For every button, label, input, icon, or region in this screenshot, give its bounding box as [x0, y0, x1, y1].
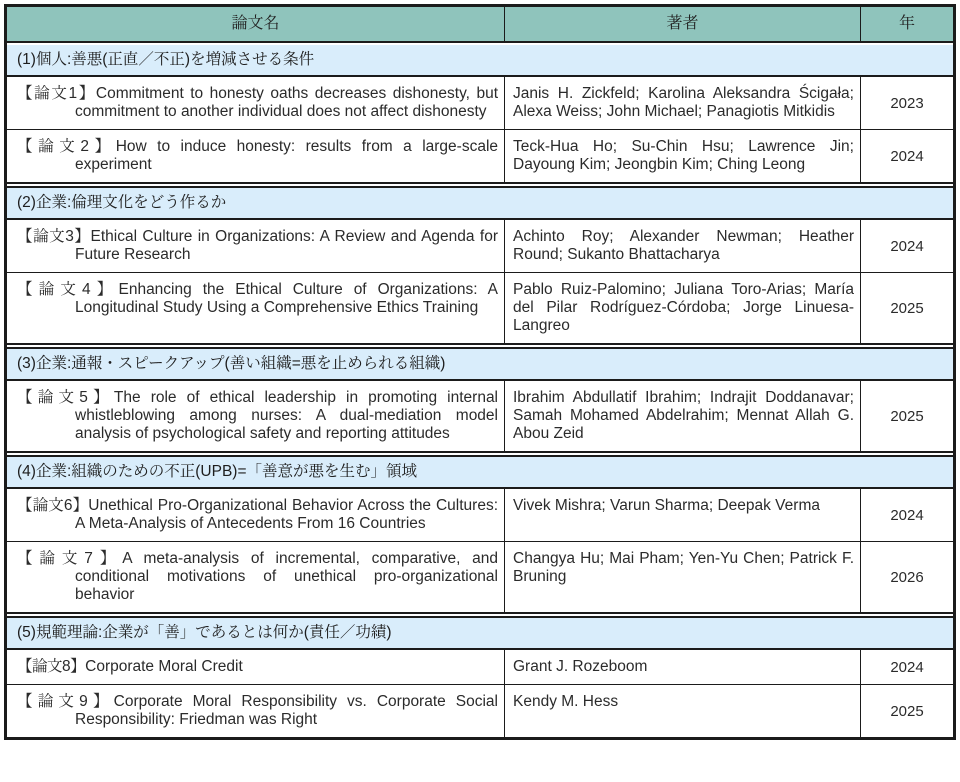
- paper-title: Enhancing the Ethical Culture of Organizations: A Longitudinal Study Using a Comprehensive Ethics Training: [75, 281, 498, 316]
- paper-title: The role of ethical leadership in promoting internal whistleblowing among nurses: A dual-mediation model analysis of psychological safety and reporting attitudes: [75, 389, 499, 442]
- column-header-authors: 著者: [504, 7, 860, 41]
- paper-title-cell: [7, 489, 504, 541]
- paper-label: 【論文6】: [17, 497, 89, 514]
- paper-authors: Grant J. Rozeboom: [504, 650, 860, 684]
- table-row: [7, 381, 953, 453]
- table-row: [7, 272, 953, 345]
- table-row: [7, 541, 953, 614]
- papers-table: [4, 4, 956, 740]
- table-row: [7, 220, 953, 272]
- paper-title-cell: [7, 685, 504, 737]
- paper-year: 2025: [860, 685, 953, 737]
- section-label: (5)規範理論:企業が「善」であるとは何か(責任／功績): [17, 624, 392, 641]
- table-row: [7, 129, 953, 184]
- section-row: [7, 347, 953, 381]
- paper-authors: Pablo Ruiz-Palomino; Juliana Toro-Arias; María del Pilar Rodríguez-Córdoba; Jorge Linuesa-Langreo: [504, 273, 860, 343]
- section-row: [7, 455, 953, 489]
- table-row: [7, 489, 953, 541]
- section-label: (4)企業:組織のための不正(UPB)=「善意が悪を生む」領域: [17, 463, 417, 480]
- paper-title: Corporate Moral Responsibility vs. Corporate Social Responsibility: Friedman was Right: [75, 693, 498, 728]
- paper-authors: Kendy M. Hess: [504, 685, 860, 737]
- paper-authors: Janis H. Zickfeld; Karolina Aleksandra Ścigała; Alexa Weiss; John Michael; Panagiotis Mitkidis: [504, 77, 860, 129]
- paper-year: 2024: [860, 489, 953, 541]
- table-row: [7, 77, 953, 129]
- paper-title: Commitment to honesty oaths decreases dishonesty, but commitment to another individual does not affect dishonesty: [75, 85, 499, 120]
- section-row: [7, 186, 953, 220]
- paper-title: Unethical Pro-Organizational Behavior Across the Cultures: A Meta-Analysis of Antecedents From 16 Countries: [75, 497, 499, 532]
- section-label: (3)企業:通報・スピークアップ(善い組織=悪を止められる組織): [17, 355, 446, 372]
- paper-year: 2025: [860, 273, 953, 343]
- paper-authors: Ibrahim Abdullatif Ibrahim; Indrajit Doddanavar; Samah Mohamed Abdelrahim; Mennat Allah G. Abou Zeid: [504, 381, 860, 451]
- table-row: [7, 684, 953, 737]
- paper-label: 【論文7】: [17, 550, 123, 567]
- paper-title-cell: [7, 381, 504, 451]
- section-row: [7, 616, 953, 650]
- paper-title: Ethical Culture in Organizations: A Review and Agenda for Future Research: [75, 228, 498, 263]
- paper-year: 2024: [860, 220, 953, 272]
- paper-label: 【論文3】: [17, 228, 91, 245]
- column-header-paper-title: 論文名: [231, 15, 280, 32]
- paper-label: 【論文2】: [17, 138, 116, 155]
- paper-authors: Vivek Mishra; Varun Sharma; Deepak Verma: [504, 489, 860, 541]
- paper-title: How to induce honesty: results from a large-scale experiment: [75, 138, 499, 173]
- table-row: [7, 650, 953, 684]
- paper-authors: Teck-Hua Ho; Su-Chin Hsu; Lawrence Jin; Dayoung Kim; Jeongbin Kim; Ching Leong: [504, 130, 860, 182]
- paper-label: 【論文5】: [17, 389, 114, 406]
- paper-label: 【論文8】: [17, 658, 86, 675]
- paper-title: A meta-analysis of incremental, comparative, and conditional motivations of unethical pro-organizational behavior: [75, 550, 499, 603]
- table-header-row: [7, 7, 953, 43]
- section-row: [7, 45, 953, 77]
- paper-year: 2023: [860, 77, 953, 129]
- section-label: (1)個人:善悪(正直／不正)を増減させる条件: [17, 51, 315, 68]
- table-body: [7, 45, 953, 737]
- paper-year: 2024: [860, 650, 953, 684]
- column-header-year: 年: [860, 7, 953, 41]
- paper-title-cell: [7, 542, 504, 612]
- paper-title-cell: [7, 130, 504, 182]
- paper-title-cell: [7, 650, 504, 684]
- paper-label: 【論文9】: [17, 693, 114, 710]
- paper-title-cell: [7, 77, 504, 129]
- paper-label: 【論文4】: [17, 281, 119, 298]
- paper-label: 【論文1】: [17, 85, 96, 102]
- section-label: (2)企業:倫理文化をどう作るか: [17, 194, 227, 211]
- paper-year: 2024: [860, 130, 953, 182]
- paper-title-cell: [7, 273, 504, 343]
- paper-authors: Achinto Roy; Alexander Newman; Heather Round; Sukanto Bhattacharya: [504, 220, 860, 272]
- paper-year: 2026: [860, 542, 953, 612]
- paper-title: Corporate Moral Credit: [85, 658, 243, 675]
- paper-authors: Changya Hu; Mai Pham; Yen-Yu Chen; Patrick F. Bruning: [504, 542, 860, 612]
- paper-title-cell: [7, 220, 504, 272]
- paper-year: 2025: [860, 381, 953, 451]
